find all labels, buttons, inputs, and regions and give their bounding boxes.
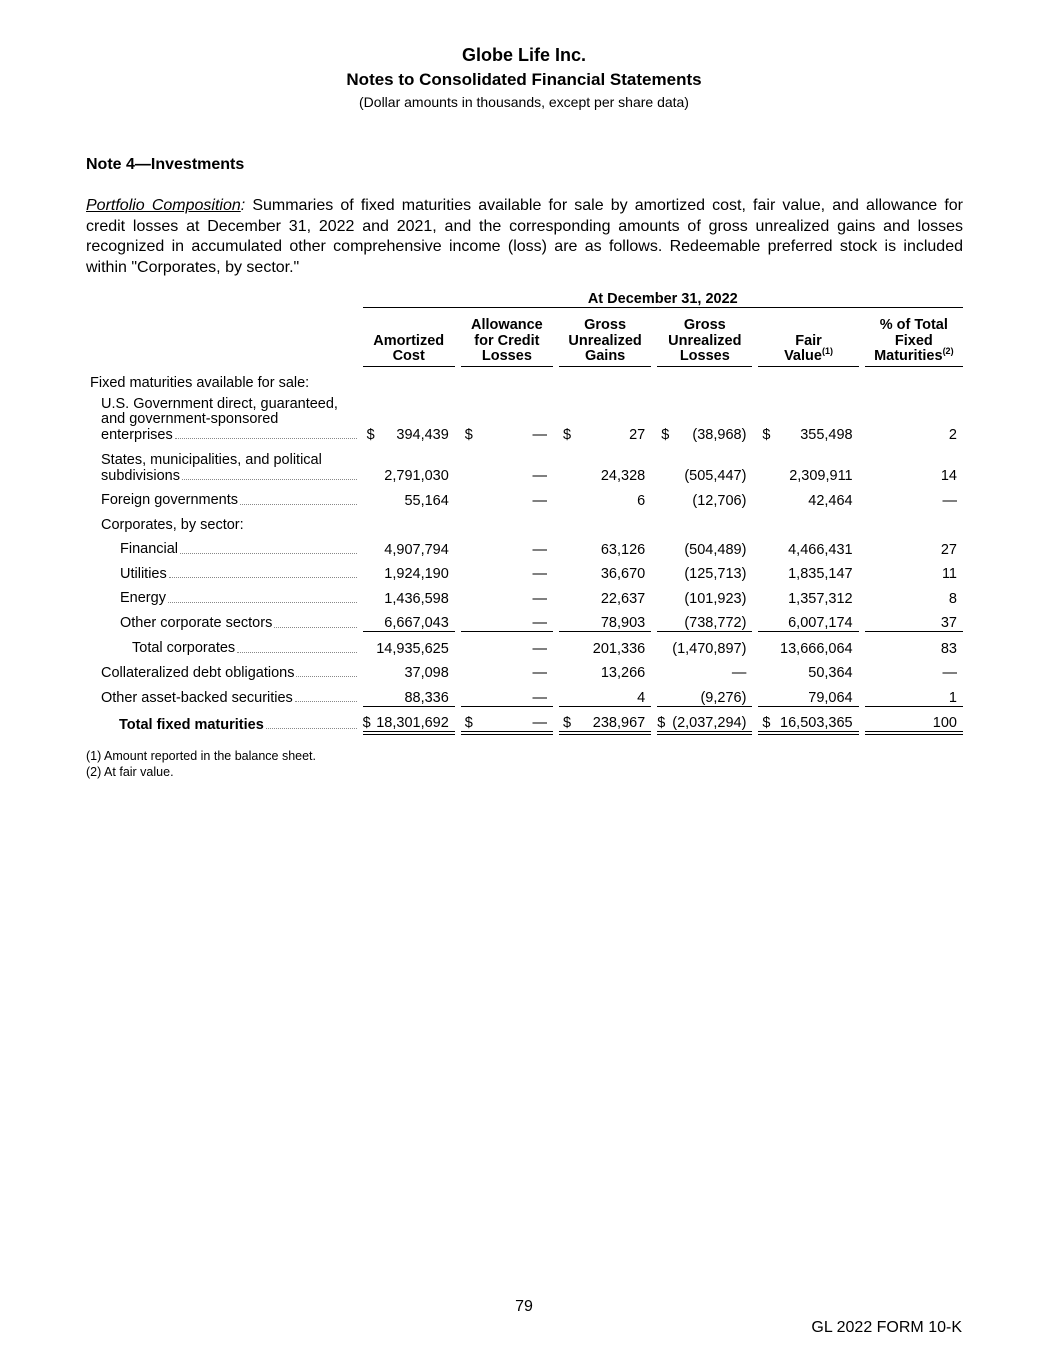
allowance-value: — xyxy=(532,468,547,484)
amortized-cost-value: 88,336 xyxy=(404,689,449,706)
page-number: 79 xyxy=(515,1298,533,1315)
col-header-pct-total: % of Total Fixed Maturities$^{(2)}$ xyxy=(865,308,963,367)
col-header-allowance: Allowance for Credit Losses xyxy=(461,308,553,367)
fair-value-value: 1,835,147 xyxy=(788,566,853,582)
note-heading: Note 4—Investments xyxy=(86,156,245,173)
form-identifier: GL 2022 FORM 10-K xyxy=(811,1319,962,1336)
fair-value-value: 79,064 xyxy=(808,689,853,706)
footnote-1: (1) Amount reported in the balance sheet. xyxy=(86,749,317,763)
row-label: Other asset-backed securities xyxy=(86,681,357,706)
amortized-cost-value: 2,791,030 xyxy=(384,468,449,484)
gross-gains-value: 4 xyxy=(637,689,646,706)
gross-losses-value: — xyxy=(731,665,747,681)
allowance-value: — xyxy=(532,689,547,706)
row-label: Financial xyxy=(86,533,357,558)
table-row xyxy=(86,607,963,632)
amortized-cost-value: 14,935,625 xyxy=(376,640,449,657)
pct-total-value: 2 xyxy=(948,427,957,443)
period-span-header: At December 31, 2022 xyxy=(363,285,963,308)
amortized-cost-value: 1,436,598 xyxy=(384,590,449,607)
fair-value-value: 6,007,174 xyxy=(788,615,853,631)
intro-paragraph xyxy=(86,196,963,278)
allowance-value: — xyxy=(532,590,547,607)
fair-value-value: 1,357,312 xyxy=(788,590,853,607)
table-row: U.S. Government direct, guaranteed, and government-sponsored enterprises $ 394,439 $ — $ 27 $ (38,968) $ 355,498 2 xyxy=(86,391,963,444)
pct-total-value: 100 xyxy=(932,715,957,731)
col-header-gross-gains: Gross Unrealized Gains xyxy=(559,308,651,367)
fair-value-value: 4,466,431 xyxy=(788,541,853,558)
fair-value-value: 42,464 xyxy=(808,492,853,509)
pct-total-value: 14 xyxy=(940,468,957,484)
table-row xyxy=(86,484,963,509)
allowance-value: — xyxy=(532,665,547,681)
gross-losses-value: (125,713) xyxy=(684,566,747,582)
allowance-value: — xyxy=(532,566,547,582)
gross-gains-value: 201,336 xyxy=(592,640,646,657)
allowance-value: — xyxy=(532,715,547,731)
gross-losses-value: (505,447) xyxy=(684,468,747,484)
footnote-2: (2) At fair value. xyxy=(86,765,174,779)
pct-total-value: 83 xyxy=(940,640,957,657)
company-name: Globe Life Inc. xyxy=(461,45,586,65)
table-row xyxy=(86,681,963,706)
gross-losses-value: (738,772) xyxy=(684,615,747,631)
table-row xyxy=(86,443,963,484)
gross-gains-value: 24,328 xyxy=(600,468,646,484)
pct-total-value: — xyxy=(942,665,957,681)
gross-losses-value: (504,489) xyxy=(684,541,747,558)
table-row xyxy=(86,582,963,607)
table-row xyxy=(86,533,963,558)
col-header-amortized-cost: Amortized Cost xyxy=(363,308,455,367)
pct-total-value: 37 xyxy=(940,615,957,631)
fair-value-value: 16,503,365 xyxy=(780,715,853,731)
gross-losses-value: (38,968) xyxy=(692,427,747,443)
amortized-cost-value: 1,924,190 xyxy=(384,566,449,582)
gross-gains-value: 78,903 xyxy=(600,615,646,631)
amortized-cost-value: 18,301,692 xyxy=(376,715,449,731)
pct-total-value: 11 xyxy=(941,566,957,582)
allowance-value: — xyxy=(532,615,547,631)
amortized-cost-value: 4,907,794 xyxy=(384,541,449,558)
fixed-maturities-table xyxy=(86,285,963,735)
row-label: Collateralized debt obligations xyxy=(86,657,357,682)
row-label: States, municipalities, and political subdivisions xyxy=(86,443,357,484)
allowance-value: — xyxy=(532,640,547,657)
fair-value-value: 2,309,911 xyxy=(789,468,853,484)
table-row xyxy=(86,558,963,583)
fair-value-value: 355,498 xyxy=(800,427,853,443)
col-header-gross-losses: Gross Unrealized Losses xyxy=(657,308,752,367)
pct-total-value: 27 xyxy=(940,541,957,558)
gross-losses-value: (12,706) xyxy=(692,492,747,509)
pct-total-value: 8 xyxy=(948,590,957,607)
amortized-cost-value: 55,164 xyxy=(404,492,449,509)
row-label: Corporates, by sector: xyxy=(101,516,244,533)
gross-gains-value: 13,266 xyxy=(600,665,646,681)
table-row xyxy=(86,632,963,657)
footnotes xyxy=(86,748,316,780)
gross-gains-value: 6 xyxy=(637,492,646,509)
row-label: U.S. Government direct, guaranteed, and government-sponsored enterprises xyxy=(86,391,357,444)
row-label: Foreign governments xyxy=(86,484,357,509)
gross-losses-value: (1,470,897) xyxy=(672,640,747,657)
table-row-total: Total fixed maturities $ 18,301,692 $ — $ 238,967 $ (2,037,294) $ 16,503,365 100 xyxy=(86,706,963,733)
allowance-value: — xyxy=(532,427,547,443)
intro-lead: Portfolio Composition xyxy=(86,197,241,214)
units-note: (Dollar amounts in thousands, except per share data) xyxy=(359,94,689,110)
gross-gains-value: 63,126 xyxy=(600,541,646,558)
gross-gains-value: 238,967 xyxy=(592,715,646,731)
gross-losses-value: (101,923) xyxy=(684,590,747,607)
table-row xyxy=(86,509,963,534)
section-label: Fixed maturities available for sale: xyxy=(90,374,310,391)
allowance-value: — xyxy=(532,492,547,509)
row-label: Total fixed maturities xyxy=(86,706,357,733)
pct-total-value: — xyxy=(942,492,957,509)
gross-losses-value: (2,037,294) xyxy=(672,715,747,731)
statement-subtitle: Notes to Consolidated Financial Statements xyxy=(346,70,702,89)
fair-value-value: 13,666,064 xyxy=(780,640,853,657)
table-row xyxy=(86,657,963,682)
gross-gains-value: 22,637 xyxy=(600,590,646,607)
amortized-cost-value: 37,098 xyxy=(404,665,449,681)
row-label: Other corporate sectors xyxy=(86,607,357,632)
row-label: Energy xyxy=(86,582,357,607)
row-label: Utilities xyxy=(86,558,357,583)
col-header-fair-value: Fair Value$^{(1)}$ xyxy=(758,308,858,367)
pct-total-value: 1 xyxy=(948,689,957,706)
amortized-cost-value: 6,667,043 xyxy=(384,615,449,631)
fair-value-value: 50,364 xyxy=(808,665,853,681)
gross-gains-value: 27 xyxy=(629,427,646,443)
row-label: Total corporates xyxy=(86,632,357,657)
amortized-cost-value: 394,439 xyxy=(396,427,449,443)
gross-gains-value: 36,670 xyxy=(600,566,646,582)
intro-text: Summaries of fixed maturities available for sale by amortized cost, fair value, and allowance for credit losses at December 31, 2022 and 2021, and the corresponding amounts of gross unrealized gains and losses recognized in accumulated other comprehensive income (loss) are as follows. Redeemable preferred stock is included within "Corporates, by sector." xyxy=(86,197,963,276)
gross-losses-value: (9,276) xyxy=(700,689,747,706)
allowance-value: — xyxy=(532,541,547,558)
intro-colon: : xyxy=(240,197,246,214)
